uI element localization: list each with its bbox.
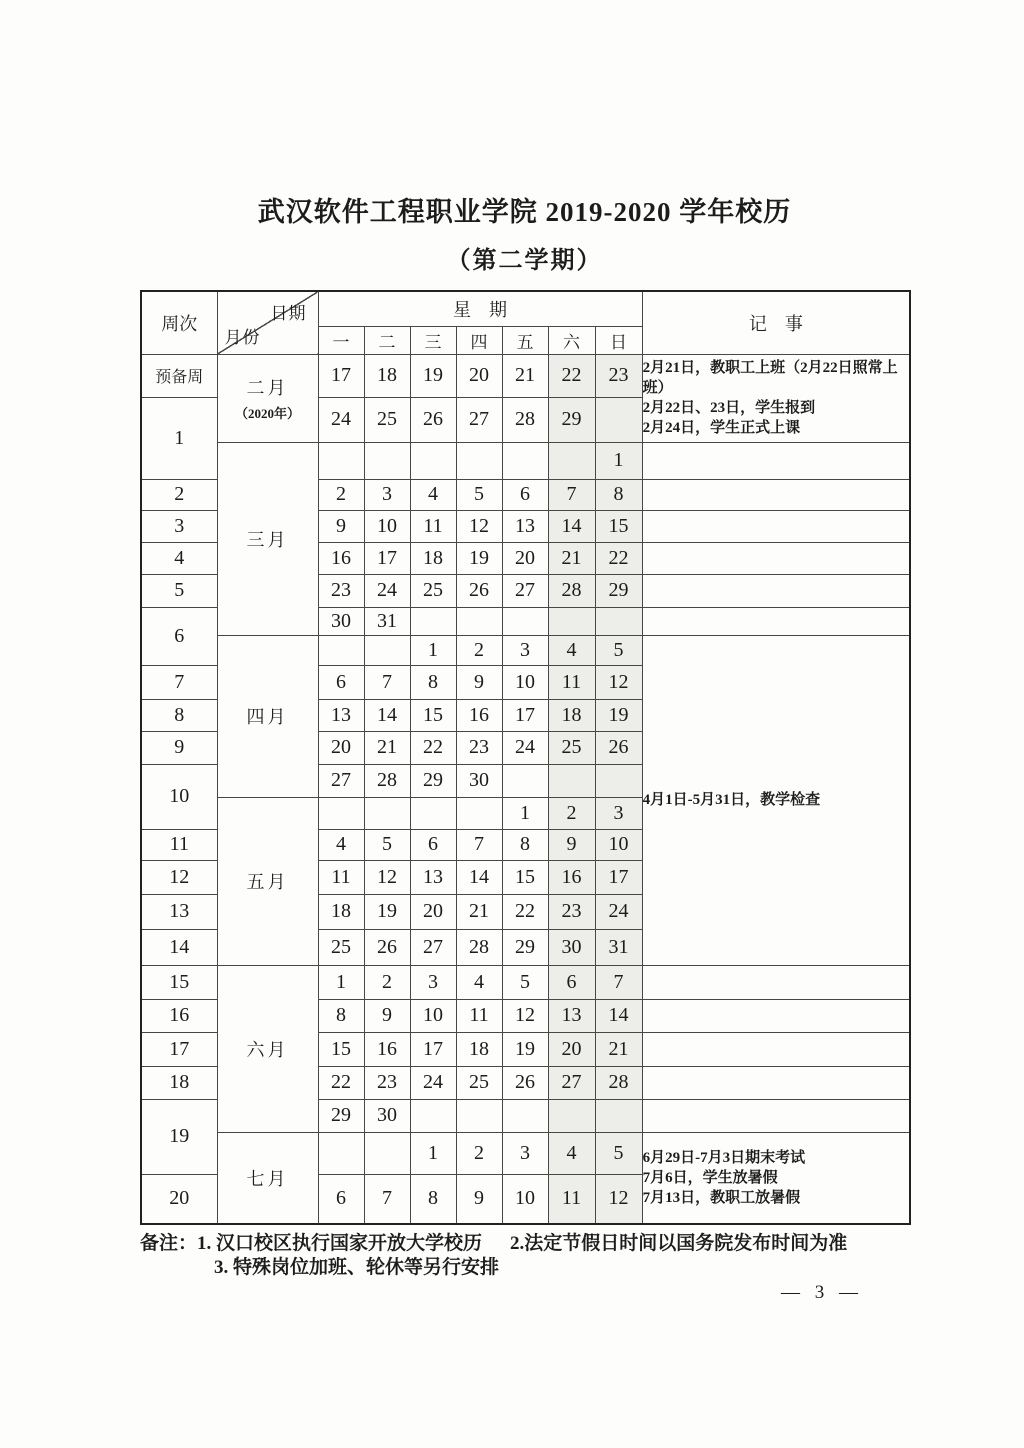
day-cell: 29: [318, 1099, 364, 1132]
month-cell-label: 二月: [246, 378, 289, 398]
day-cell: 28: [364, 764, 410, 797]
day-cell: 27: [502, 574, 548, 607]
day-cell: 23: [548, 894, 595, 929]
day-cell: 3: [364, 479, 410, 510]
weekday-group-header: 星 期: [318, 291, 642, 326]
day-cell: 11: [548, 1174, 595, 1224]
month-cell-label: 七月: [246, 1168, 289, 1189]
day-cell: 7: [364, 1174, 410, 1224]
day-cell: [548, 764, 595, 797]
day-cell: 17: [502, 699, 548, 731]
day-cell: 7: [364, 665, 410, 699]
note-line: 6月29日-7月3日期末考试: [642, 1149, 806, 1166]
week-cell: 12: [141, 860, 217, 894]
day-cell: 19: [410, 354, 456, 397]
day-cell: [502, 607, 548, 635]
weekday-header: 二: [364, 326, 410, 354]
calendar-row: [141, 442, 910, 479]
month-cell-label: 六月: [246, 1039, 289, 1060]
note-cell: [642, 1066, 910, 1099]
day-cell: 6: [502, 479, 548, 510]
day-cell: 11: [410, 510, 456, 542]
day-cell: 2: [456, 635, 502, 665]
week-cell: 7: [141, 665, 217, 699]
footer-line-1: [140, 1232, 909, 1256]
calendar-row: [141, 1132, 910, 1174]
day-cell: [502, 764, 548, 797]
day-cell: 25: [318, 929, 364, 965]
day-cell: 16: [548, 860, 595, 894]
day-cell: 31: [364, 607, 410, 635]
day-cell: 6: [318, 1174, 364, 1224]
day-cell: 9: [548, 829, 595, 860]
day-cell: 13: [318, 699, 364, 731]
day-cell: 4: [456, 965, 502, 999]
day-cell: 26: [502, 1066, 548, 1099]
day-cell: 16: [456, 699, 502, 731]
day-cell: 23: [456, 731, 502, 764]
day-cell: 22: [595, 542, 642, 574]
day-cell: 27: [548, 1066, 595, 1099]
day-cell: 12: [595, 665, 642, 699]
day-cell: [364, 797, 410, 829]
date-month-diagonal-header: [217, 291, 318, 354]
week-cell: 14: [141, 929, 217, 965]
month-cell: [217, 442, 318, 635]
day-cell: 14: [456, 860, 502, 894]
day-cell: 8: [410, 1174, 456, 1224]
day-cell: 8: [410, 665, 456, 699]
day-cell: [548, 442, 595, 479]
day-cell: 28: [502, 397, 548, 442]
day-cell: 1: [410, 635, 456, 665]
day-cell: 29: [410, 764, 456, 797]
month-cell: [217, 1132, 318, 1224]
day-cell: 26: [595, 731, 642, 764]
day-cell: 8: [502, 829, 548, 860]
week-cell: 10: [141, 764, 217, 829]
day-cell: [410, 442, 456, 479]
day-cell: 12: [456, 510, 502, 542]
week-cell: 3: [141, 510, 217, 542]
day-cell: 30: [364, 1099, 410, 1132]
day-cell: 25: [456, 1066, 502, 1099]
note-cell: [642, 510, 910, 542]
day-cell: [410, 797, 456, 829]
month-cell: [217, 965, 318, 1132]
day-cell: [595, 1099, 642, 1132]
day-cell: 14: [595, 999, 642, 1032]
day-cell: 14: [548, 510, 595, 542]
day-cell: 17: [364, 542, 410, 574]
day-cell: 22: [318, 1066, 364, 1099]
footer-notes: [140, 1232, 909, 1280]
calendar-row: [141, 354, 910, 397]
day-cell: 15: [318, 1032, 364, 1066]
day-cell: 22: [410, 731, 456, 764]
day-cell: 18: [364, 354, 410, 397]
day-cell: 17: [410, 1032, 456, 1066]
day-cell: [548, 1099, 595, 1132]
day-cell: 2: [456, 1132, 502, 1174]
note-line: 7月6日，学生放暑假: [642, 1169, 778, 1186]
day-cell: 12: [595, 1174, 642, 1224]
note-cell: [642, 542, 910, 574]
day-cell: 3: [502, 635, 548, 665]
week-cell: 4: [141, 542, 217, 574]
note-cell: [642, 479, 910, 510]
day-cell: 12: [502, 999, 548, 1032]
note-cell: [642, 442, 910, 479]
day-cell: 20: [318, 731, 364, 764]
day-cell: 18: [456, 1032, 502, 1066]
month-cell: [217, 354, 318, 442]
day-cell: 28: [595, 1066, 642, 1099]
day-cell: 20: [502, 542, 548, 574]
day-cell: 7: [548, 479, 595, 510]
day-cell: 15: [595, 510, 642, 542]
day-cell: 2: [548, 797, 595, 829]
day-cell: 27: [410, 929, 456, 965]
day-cell: 10: [502, 665, 548, 699]
day-cell: 8: [318, 999, 364, 1032]
day-cell: [456, 442, 502, 479]
day-cell: 1: [595, 442, 642, 479]
day-cell: 20: [456, 354, 502, 397]
calendar-table: [140, 290, 911, 1225]
day-cell: 6: [548, 965, 595, 999]
day-cell: 17: [595, 860, 642, 894]
day-cell: [456, 1099, 502, 1132]
day-cell: 13: [502, 510, 548, 542]
day-cell: 22: [502, 894, 548, 929]
date-label: 日期: [270, 304, 307, 323]
note-cell: [642, 354, 910, 442]
day-cell: 11: [456, 999, 502, 1032]
week-cell: 19: [141, 1099, 217, 1174]
day-cell: 6: [410, 829, 456, 860]
note-cell: [642, 574, 910, 607]
month-cell-sublabel: （2020年）: [234, 406, 300, 421]
day-cell: 29: [548, 397, 595, 442]
day-cell: 5: [595, 635, 642, 665]
day-cell: 19: [456, 542, 502, 574]
weekday-header: 一: [318, 326, 364, 354]
day-cell: [410, 1099, 456, 1132]
day-cell: 28: [456, 929, 502, 965]
note-line: 2月22日、23日，学生报到: [642, 400, 816, 416]
day-cell: 24: [502, 731, 548, 764]
day-cell: 31: [595, 929, 642, 965]
day-cell: [410, 607, 456, 635]
day-cell: 24: [364, 574, 410, 607]
day-cell: 1: [318, 965, 364, 999]
day-cell: 3: [595, 797, 642, 829]
day-cell: 5: [456, 479, 502, 510]
day-cell: 5: [595, 1132, 642, 1174]
day-cell: 1: [410, 1132, 456, 1174]
day-cell: 30: [548, 929, 595, 965]
day-cell: 20: [410, 894, 456, 929]
day-cell: 21: [456, 894, 502, 929]
week-cell: 5: [141, 574, 217, 607]
notes-col-header: 记 事: [642, 291, 910, 354]
day-cell: 25: [548, 731, 595, 764]
day-cell: 19: [364, 894, 410, 929]
day-cell: [364, 442, 410, 479]
day-cell: [595, 397, 642, 442]
calendar-row: [141, 635, 910, 665]
week-cell: 6: [141, 607, 217, 665]
note-line: 4月1日-5月31日，教学检查: [642, 792, 821, 808]
footer-item-1: 1. 汉口校区执行国家开放大学校历: [197, 1233, 483, 1254]
document-content: [140, 190, 909, 1280]
day-cell: 12: [364, 860, 410, 894]
month-label: 月份: [224, 327, 261, 347]
day-cell: 10: [364, 510, 410, 542]
week-cell: 9: [141, 731, 217, 764]
day-cell: 26: [456, 574, 502, 607]
weekday-header: 四: [456, 326, 502, 354]
day-cell: [502, 1099, 548, 1132]
note-line: 2月21日，教职工上班（2月22日照常上班）: [642, 360, 898, 396]
day-cell: 21: [595, 1032, 642, 1066]
note-cell: [642, 1032, 910, 1066]
day-cell: 30: [456, 764, 502, 797]
day-cell: 2: [318, 479, 364, 510]
day-cell: 7: [456, 829, 502, 860]
day-cell: [456, 607, 502, 635]
month-cell-label: 三月: [246, 529, 289, 550]
day-cell: 26: [364, 929, 410, 965]
page-title: 武汉软件工程职业学院 2019-2020 学年校历: [257, 197, 792, 227]
day-cell: [502, 442, 548, 479]
page-subtitle: （第二学期）: [446, 248, 603, 274]
day-cell: 25: [364, 397, 410, 442]
week-cell: 8: [141, 699, 217, 731]
day-cell: [595, 607, 642, 635]
week-col-header: 周次: [141, 291, 217, 354]
note-cell: [642, 607, 910, 635]
day-cell: 9: [456, 1174, 502, 1224]
day-cell: 23: [364, 1066, 410, 1099]
day-cell: [456, 797, 502, 829]
day-cell: 5: [364, 829, 410, 860]
day-cell: 16: [364, 1032, 410, 1066]
weekday-header: 六: [548, 326, 595, 354]
weekday-header: 五: [502, 326, 548, 354]
day-cell: 27: [456, 397, 502, 442]
day-cell: [364, 1132, 410, 1174]
day-cell: 10: [595, 829, 642, 860]
note-line: 7月13日，教职工放暑假: [642, 1189, 801, 1206]
day-cell: 21: [548, 542, 595, 574]
day-cell: 18: [410, 542, 456, 574]
footer-item-2: 2.法定节假日时间以国务院发布时间为准: [510, 1233, 848, 1254]
day-cell: [318, 1132, 364, 1174]
day-cell: 9: [364, 999, 410, 1032]
day-cell: [548, 607, 595, 635]
day-cell: 18: [548, 699, 595, 731]
day-cell: 9: [318, 510, 364, 542]
day-cell: 13: [410, 860, 456, 894]
day-cell: 27: [318, 764, 364, 797]
day-cell: 3: [502, 1132, 548, 1174]
page-number: — 3 —: [781, 1282, 863, 1303]
week-cell: 18: [141, 1066, 217, 1099]
calendar-row: [141, 965, 910, 999]
day-cell: 18: [318, 894, 364, 929]
day-cell: 20: [548, 1032, 595, 1066]
day-cell: 14: [364, 699, 410, 731]
day-cell: 1: [502, 797, 548, 829]
note-line: 2月24日，学生正式上课: [642, 420, 801, 436]
day-cell: 25: [410, 574, 456, 607]
day-cell: 24: [318, 397, 364, 442]
day-cell: [318, 797, 364, 829]
day-cell: 9: [456, 665, 502, 699]
day-cell: 23: [595, 354, 642, 397]
day-cell: 8: [595, 479, 642, 510]
note-cell: [642, 1099, 910, 1132]
day-cell: 19: [502, 1032, 548, 1066]
day-cell: 29: [502, 929, 548, 965]
week-cell: 1: [141, 397, 217, 479]
day-cell: [318, 442, 364, 479]
weekday-header: 三: [410, 326, 456, 354]
day-cell: 11: [318, 860, 364, 894]
week-cell: 11: [141, 829, 217, 860]
day-cell: 4: [548, 1132, 595, 1174]
footer-prefix: 备注：: [140, 1233, 198, 1254]
day-cell: 6: [318, 665, 364, 699]
day-cell: 24: [410, 1066, 456, 1099]
day-cell: [595, 764, 642, 797]
day-cell: 4: [318, 829, 364, 860]
week-cell: 15: [141, 965, 217, 999]
day-cell: 29: [595, 574, 642, 607]
day-cell: 23: [318, 574, 364, 607]
day-cell: 15: [502, 860, 548, 894]
month-cell-label: 五月: [246, 872, 289, 892]
day-cell: 17: [318, 354, 364, 397]
month-cell: [217, 635, 318, 797]
day-cell: 11: [548, 665, 595, 699]
day-cell: 5: [502, 965, 548, 999]
day-cell: 24: [595, 894, 642, 929]
day-cell: 19: [595, 699, 642, 731]
day-cell: 21: [502, 354, 548, 397]
week-cell: 16: [141, 999, 217, 1032]
day-cell: [318, 635, 364, 665]
day-cell: 4: [410, 479, 456, 510]
weekday-header: 日: [595, 326, 642, 354]
week-cell: 13: [141, 894, 217, 929]
day-cell: 22: [548, 354, 595, 397]
day-cell: 4: [548, 635, 595, 665]
note-cell: [642, 1132, 910, 1224]
day-cell: [364, 635, 410, 665]
day-cell: 3: [410, 965, 456, 999]
note-cell: [642, 965, 910, 999]
month-cell: [217, 797, 318, 965]
day-cell: 26: [410, 397, 456, 442]
month-cell-label: 四月: [246, 707, 289, 727]
day-cell: 15: [410, 699, 456, 731]
day-cell: 16: [318, 542, 364, 574]
day-cell: 7: [595, 965, 642, 999]
note-cell: [642, 999, 910, 1032]
week-cell: 20: [141, 1174, 217, 1224]
day-cell: 10: [410, 999, 456, 1032]
week-cell: 预备周: [141, 354, 217, 397]
note-cell: [642, 635, 910, 965]
footer-item-3: 3. 特殊岗位加班、轮休等另行安排: [214, 1257, 500, 1278]
day-cell: 30: [318, 607, 364, 635]
day-cell: 13: [548, 999, 595, 1032]
day-cell: 21: [364, 731, 410, 764]
week-cell: 2: [141, 479, 217, 510]
day-cell: 28: [548, 574, 595, 607]
day-cell: 10: [502, 1174, 548, 1224]
week-cell: 17: [141, 1032, 217, 1066]
day-cell: 2: [364, 965, 410, 999]
